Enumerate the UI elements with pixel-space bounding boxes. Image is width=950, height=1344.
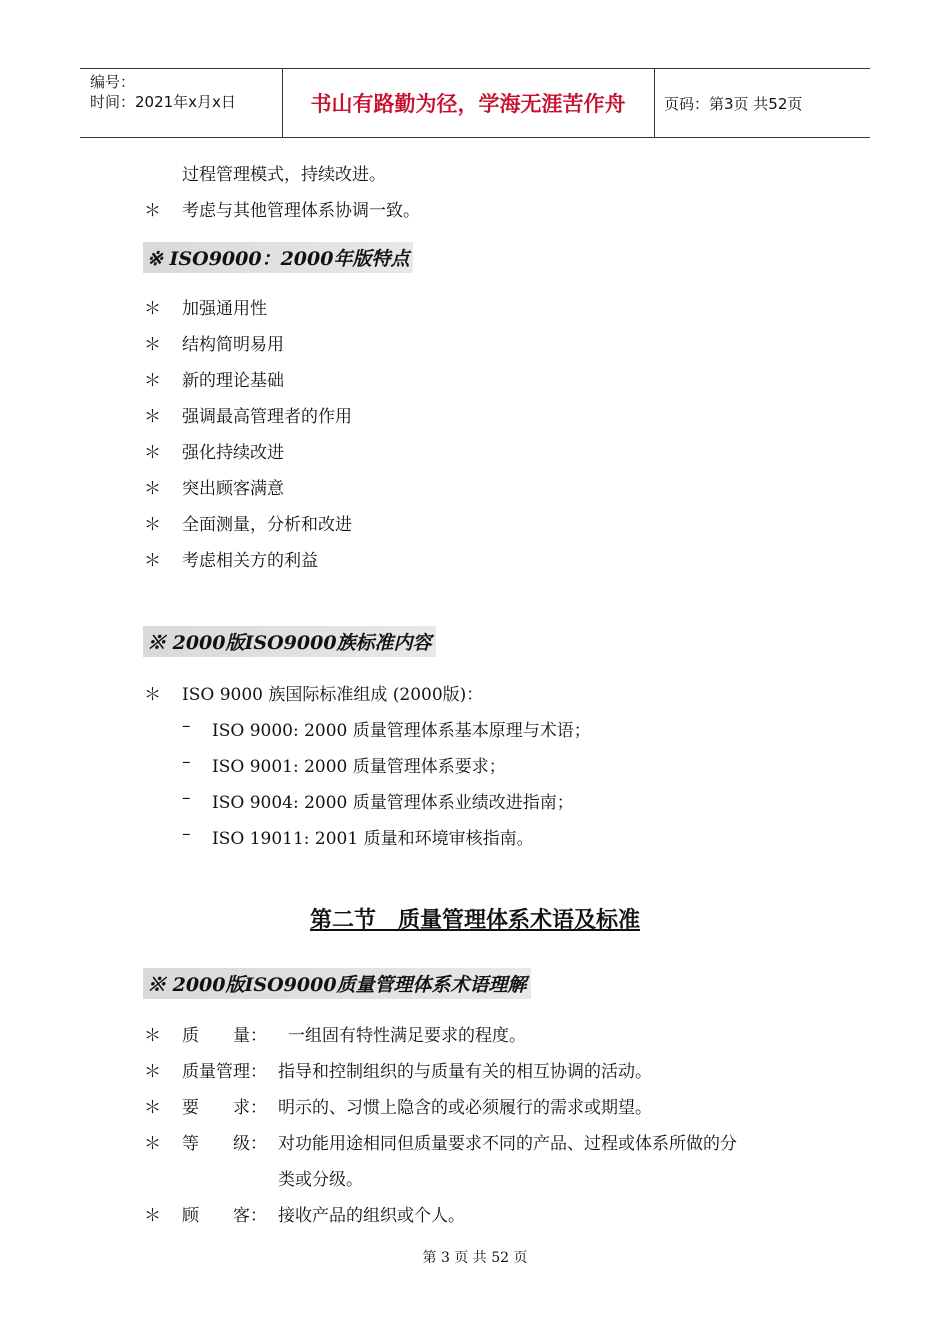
feature-item: 强化持续改进	[182, 443, 284, 463]
term-definition: 指导和控制组织的与质量有关的相互协调的活动。	[278, 1062, 652, 1082]
document-number-label: 编号：	[90, 73, 136, 91]
bullet-symbol: ＊	[144, 1206, 161, 1226]
section-title	[0, 903, 950, 934]
feature-item: 全面测量，分析和改进	[182, 515, 352, 535]
bullet-symbol: ＊	[144, 479, 161, 499]
bullet-symbol: ＊	[144, 515, 161, 535]
term-definition: 接收产品的组织或个人。	[278, 1206, 465, 1226]
bullet-symbol: ＊	[144, 407, 161, 427]
term-definition: 对功能用途相同但质量要求不同的产品、过程或体系所做的分	[278, 1134, 737, 1154]
standard-item: ISO 9004: 2000 质量管理体系业绩改进指南；	[212, 793, 574, 813]
bullet-symbol: ＊	[144, 335, 161, 355]
page-header	[80, 68, 870, 138]
header-motto: 书山有路勤为径，学海无涯苦作舟	[282, 69, 655, 137]
dash-symbol: –	[182, 824, 191, 844]
standard-item: ISO 9000: 2000 质量管理体系基本原理与术语；	[212, 721, 591, 741]
heading-standards: ※ 2000版ISO9000族标准内容	[143, 626, 436, 657]
document-time-label: 时间：2021年x月x日	[90, 93, 236, 111]
bullet-symbol: ＊	[144, 1098, 161, 1118]
bullet-symbol: ＊	[144, 299, 161, 319]
header-meta-cell	[80, 69, 283, 137]
term-label: 等 级：	[182, 1134, 267, 1154]
bullet-symbol: ＊	[144, 1134, 161, 1154]
bullet-symbol: ＊	[144, 685, 161, 705]
feature-item: 考虑相关方的利益	[182, 551, 318, 571]
bullet-symbol: ＊	[144, 201, 161, 221]
feature-item: 加强通用性	[182, 299, 267, 319]
heading-terms: ※ 2000版ISO9000质量管理体系术语理解	[143, 968, 531, 999]
term-definition-continuation: 类或分级。	[278, 1170, 363, 1190]
feature-item: 新的理论基础	[182, 371, 284, 391]
standard-item: ISO 9001: 2000 质量管理体系要求；	[212, 757, 506, 777]
feature-item: 结构简明易用	[182, 335, 284, 355]
bullet-symbol: ＊	[144, 371, 161, 391]
term-label: 要 求：	[182, 1098, 267, 1118]
standards-intro: ISO 9000 族国际标准组成 (2000版)：	[182, 685, 484, 705]
term-definition: 明示的、习惯上隐含的或必须履行的需求或期望。	[278, 1098, 652, 1118]
dash-symbol: –	[182, 788, 191, 808]
bullet-symbol: ＊	[144, 443, 161, 463]
dash-symbol: –	[182, 716, 191, 736]
feature-item: 突出顾客满意	[182, 479, 284, 499]
intro-item: 考虑与其他管理体系协调一致。	[182, 201, 420, 221]
bullet-symbol: ＊	[144, 1026, 161, 1046]
bullet-symbol: ＊	[144, 1062, 161, 1082]
heading-features: ※ ISO9000：2000年版特点	[143, 242, 413, 273]
dash-symbol: –	[182, 752, 191, 772]
section-title-text: 第二节 质量管理体系术语及标准	[309, 908, 640, 933]
term-label: 质量管理：	[182, 1062, 267, 1082]
term-definition: 一组固有特性满足要求的程度。	[288, 1026, 526, 1046]
standard-item: ISO 19011: 2001 质量和环境审核指南。	[212, 829, 534, 849]
feature-item: 强调最高管理者的作用	[182, 407, 352, 427]
bullet-symbol: ＊	[144, 551, 161, 571]
term-label: 质 量：	[182, 1026, 267, 1046]
intro-continuation: 过程管理模式，持续改进。	[182, 165, 386, 185]
page-footer: 第 3 页 共 52 页	[422, 1250, 528, 1266]
header-page-info: 页码：第3页 共52页	[664, 94, 803, 113]
term-label: 顾 客：	[182, 1206, 267, 1226]
